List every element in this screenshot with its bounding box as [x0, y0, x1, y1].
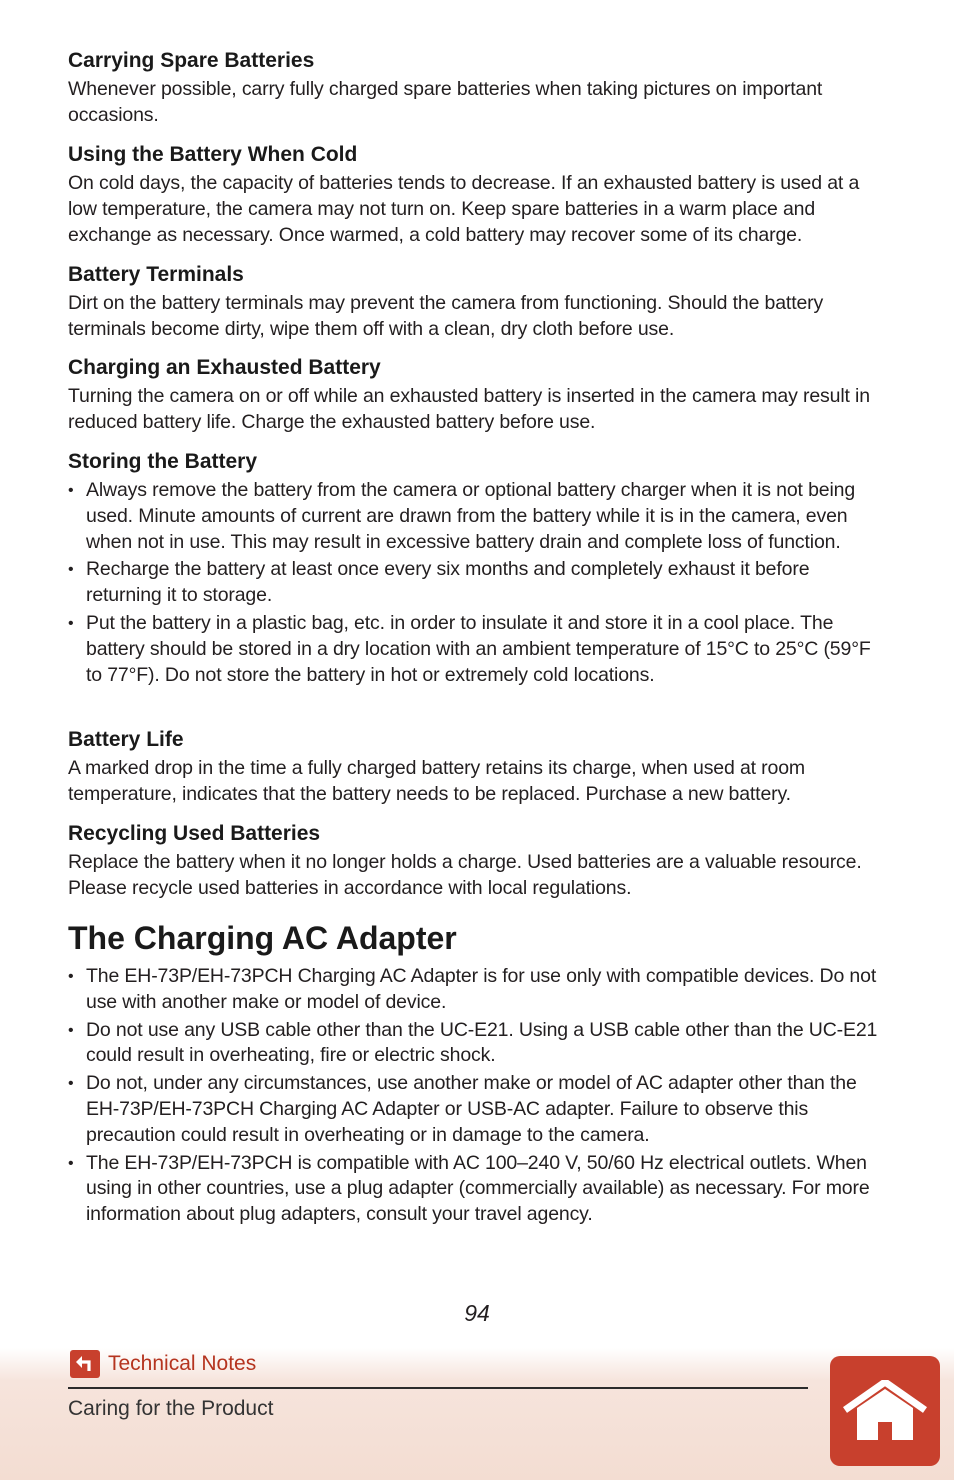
section-heading: Charging an Exhausted Battery	[68, 356, 381, 379]
list-item-text: The EH-73P/EH-73PCH Charging AC Adapter is for use only with compatible devices. Do not use with another make or model of device.	[86, 965, 877, 1013]
bullet-icon: •	[68, 968, 74, 985]
footer-divider	[68, 1387, 808, 1389]
bullet-list	[68, 964, 882, 1228]
section-heading: Battery Terminals	[68, 263, 244, 286]
list-item-text: Always remove the battery from the camera or optional battery charger when it is not being used. Minute amounts of current are drawn from the battery while it is in the camera, even when not in use. This may result in excessive battery drain and complete loss of function.	[86, 479, 856, 553]
home-button[interactable]	[830, 1356, 940, 1466]
list-item	[68, 1071, 882, 1148]
section-battery-life	[68, 727, 882, 808]
page-number: 94	[464, 1300, 490, 1326]
bullet-icon: •	[68, 561, 74, 579]
section-text: On cold days, the capacity of batteries tends to decrease. If an exhausted battery is used at a low temperature, the camera may not turn on. Keep spare batteries in a warm place and exchange as necessary. Once warmed, a cold battery may recover some of its charge.	[68, 172, 860, 246]
section-text: A marked drop in the time a fully charged battery retains its charge, when used at room temperature, indicates that the battery needs to be replaced. Purchase a new battery.	[68, 757, 806, 805]
section-carrying-spare-batteries	[68, 48, 882, 129]
list-item	[68, 611, 882, 688]
section-ac-adapter	[68, 918, 882, 1230]
home-icon	[841, 1380, 929, 1442]
section-text: Turning the camera on or off while an exhausted battery is inserted in the camera may result in reduced battery life. Charge the exhausted battery before use.	[68, 385, 870, 433]
list-item	[68, 478, 882, 555]
section-heading: Recycling Used Batteries	[68, 822, 321, 845]
list-item-text: Do not use any USB cable other than the UC-E21. Using a USB cable other than the UC-E21 could result in overheating, fire or electric shock.	[86, 1018, 878, 1067]
section-charging-exhausted	[68, 355, 882, 436]
page-title: The Charging AC Adapter	[68, 920, 457, 956]
bullet-icon: •	[68, 614, 74, 632]
list-item	[68, 964, 882, 1016]
list-item-text: The EH-73P/EH-73PCH is compatible with AC 100–240 V, 50/60 Hz electrical outlets. When using in other countries, use a plug adapter (commercially available) as necessary. For more information about plug adapters, consult your travel agency.	[86, 1151, 870, 1226]
technical-notes-label: Technical Notes	[108, 1352, 257, 1375]
bullet-icon: •	[68, 482, 74, 499]
section-heading: Battery Life	[68, 728, 184, 751]
list-item-text: Recharge the battery at least once every six months and completely exhaust it before returning it to storage.	[86, 558, 810, 607]
list-item	[68, 1018, 882, 1070]
return-arrow-icon	[70, 1350, 100, 1378]
bullet-icon: •	[68, 1021, 74, 1039]
section-heading: Carrying Spare Batteries	[68, 49, 315, 72]
bullet-icon: •	[68, 1154, 74, 1172]
list-item-text: Do not, under any circumstances, use another make or model of AC adapter other than the EH-73P/EH-73PCH Charging AC Adapter or USB-AC adapter. Failure to observe this precaution could result in overheating or in damage to the camera.	[86, 1072, 857, 1146]
list-item	[68, 1151, 882, 1228]
section-storing-battery	[68, 449, 882, 690]
list-item-text: Put the battery in a plastic bag, etc. in order to insulate it and store it in a cool place. The battery should be stored in a dry location with an ambient temperature of 15°C to 25°C (59°F to 77°F). Do not store the battery in hot or extremely cold locations.	[86, 611, 871, 686]
list-item	[68, 557, 882, 609]
technical-notes-link[interactable]	[70, 1350, 256, 1378]
footer-subtitle: Caring for the Product	[68, 1397, 274, 1420]
section-heading: Storing the Battery	[68, 450, 258, 473]
section-recycling	[68, 821, 882, 902]
section-heading: Using the Battery When Cold	[68, 143, 358, 166]
section-battery-cold	[68, 142, 882, 248]
section-text: Replace the battery when it no longer holds a charge. Used batteries are a valuable resource. Please recycle used batteries in accordance with local regulations.	[68, 851, 862, 899]
section-text: Whenever possible, carry fully charged spare batteries when taking pictures on important occasions.	[68, 78, 823, 126]
section-text: Dirt on the battery terminals may prevent the camera from functioning. Should the battery terminals become dirty, wipe them off with a clean, dry cloth before use.	[68, 292, 824, 340]
bullet-icon: •	[68, 1075, 74, 1093]
section-battery-terminals	[68, 262, 882, 343]
bullet-list	[68, 478, 882, 688]
